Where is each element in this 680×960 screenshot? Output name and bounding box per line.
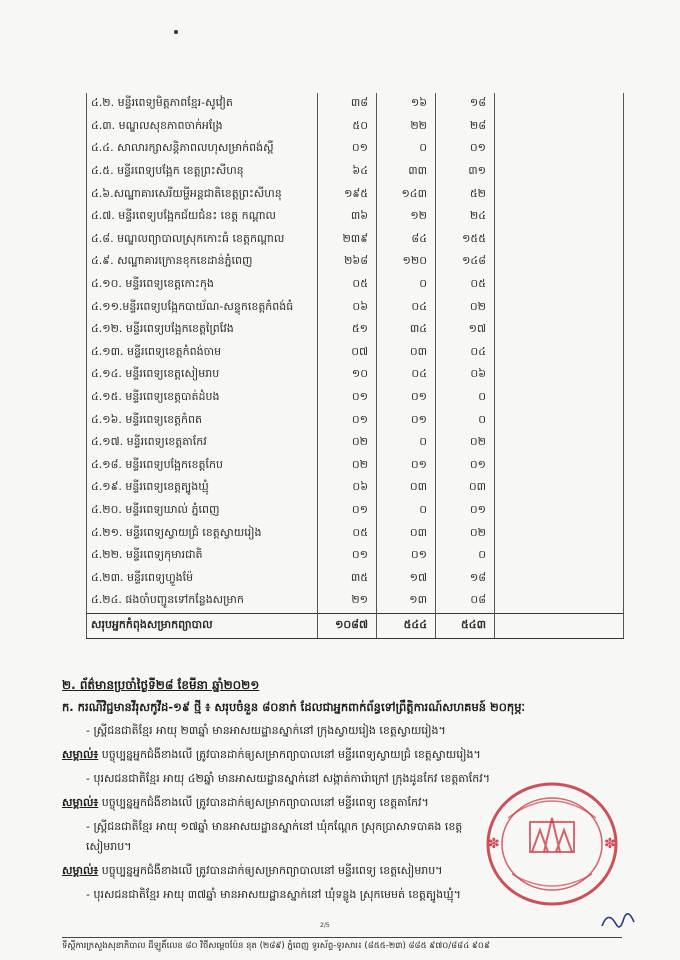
row-value-c: ០៣	[436, 477, 495, 500]
row-value-b: ១២០	[377, 251, 436, 274]
table-row	[87, 138, 624, 161]
row-value-c: ១៥៥	[436, 229, 495, 252]
stray-mark	[174, 30, 178, 34]
row-value-b: ០១	[377, 545, 436, 568]
empty-column	[495, 590, 624, 613]
row-value-a: ០១	[318, 545, 377, 568]
footer-divider	[62, 937, 622, 938]
row-value-a: ០៦	[318, 296, 377, 319]
row-value-b: ០៤	[377, 364, 436, 387]
row-value-c: ០៤	[436, 342, 495, 365]
row-value-b: ១៤៣	[377, 183, 436, 206]
row-value-a: ៣៨	[318, 93, 377, 116]
row-value-b: ៣៤	[377, 319, 436, 342]
row-label: ៤.១៧. មន្ទីរពេទ្យខេត្តតាកែវ	[87, 432, 318, 455]
row-value-a: ៦៤	[318, 161, 377, 184]
row-value-c: ០២	[436, 522, 495, 545]
table-row	[87, 432, 624, 455]
row-value-a: ០៥	[318, 274, 377, 297]
svg-text:✽: ✽	[488, 836, 500, 852]
row-value-c: ០១	[436, 500, 495, 523]
table-row	[87, 387, 624, 410]
svg-text:✽: ✽	[604, 836, 616, 852]
row-label: ៤.១៥. មន្ទីរពេទ្យខេត្តបាត់ដំបង	[87, 387, 318, 410]
table-row	[87, 409, 624, 432]
row-label: ៤.២៣. មន្ទីរពេទ្យហ្លួងម៉ែ	[87, 567, 318, 590]
case-item: - បុរសជនជាតិខ្មែរ អាយុ ៣៧ឆ្នាំ មានអាសយដ្ឋានស្នាក់នៅ ឃុំទន្លូង ស្រុកមេមត់ ខេត្តត្បូងឃ្មុំ។	[86, 888, 461, 901]
row-label: ៤.១០. មន្ទីរពេទ្យខេត្តកោះកុង	[87, 274, 318, 297]
table-row	[87, 161, 624, 184]
row-value-b: ០៤	[377, 296, 436, 319]
row-value-b: ០១	[377, 409, 436, 432]
row-label: ៤.១៤. មន្ទីរពេទ្យខេត្តសៀមរាប	[87, 364, 318, 387]
row-value-c: ៥២	[436, 183, 495, 206]
row-value-a: ០៦	[318, 477, 377, 500]
empty-column	[495, 93, 624, 116]
empty-column	[495, 545, 624, 568]
row-label: សរុបអ្នកកំពុងសម្រាកព្យាបាល	[87, 613, 318, 638]
empty-column	[495, 567, 624, 590]
empty-column	[495, 296, 624, 319]
row-value-b: ០១	[377, 455, 436, 478]
row-value-a: ៣៦	[318, 206, 377, 229]
table-row	[87, 545, 624, 568]
row-label: ៤.១៨. មន្ទីរពេទ្យបង្អែកខេត្តកែប	[87, 455, 318, 478]
row-value-a: ២៦៨	[318, 251, 377, 274]
footer-address: ទីស្តីការក្រសួងសុខាភិបាល ដីឡូតិ៍លេខ ៨០ វិថីសម្តេចប៉ែន នុត (២៨៩) ភ្នំពេញ ទូរស័ព្ទ-ទូរសារ៖ (៨៥៥-២៣) ៨៨៥ ៩៧០/៨៨៤ ៩០៩	[62, 941, 490, 951]
page-number: 2/5	[320, 922, 330, 929]
row-value-b: ០១	[377, 387, 436, 410]
row-label: ៤.២០. មន្ទីរពេទ្យឃាល់ ភ្នំពេញ	[87, 500, 318, 523]
row-value-c: ១៤៨	[436, 251, 495, 274]
empty-column	[495, 455, 624, 478]
table-row	[87, 567, 624, 590]
empty-column	[495, 138, 624, 161]
hospital-cases-table	[86, 93, 624, 639]
row-value-b: ៨៤	[377, 229, 436, 252]
row-value-b: ៥៤៤	[377, 613, 436, 638]
row-value-c: ១៨	[436, 93, 495, 116]
table-row	[87, 183, 624, 206]
row-label: ៤.២៤. ផងចាំបញ្ជូនទៅកន្លែងសម្រាក	[87, 590, 318, 613]
row-value-b: ០	[377, 432, 436, 455]
empty-column	[495, 251, 624, 274]
table-row	[87, 274, 624, 297]
row-value-b: ១២	[377, 206, 436, 229]
section-heading: ២. ព័ត៌មានប្រចាំថ្ងៃទី២៨ ខែមីនា ឆ្នាំ២០២១	[62, 678, 260, 692]
empty-column	[495, 161, 624, 184]
case-note: សម្គាល់៖ បច្ចុប្បន្នអ្នកជំងឺខាងលើ ត្រូវបានដាក់ឲ្យសម្រាកព្យាបាលនៅ មន្ទីរពេទ្យស្វាយជ្រំ ខេត្តស្វាយរៀង។	[62, 748, 481, 761]
table-row	[87, 477, 624, 500]
empty-column	[495, 432, 624, 455]
row-label: ៤.២. មន្ទីរពេទ្យមិត្តភាពខ្មែរ-សូវៀត	[87, 93, 318, 116]
row-label: ៤.៣. មណ្ឌលសុខភាពចាក់អង្រែ	[87, 116, 318, 139]
row-value-c: ១៨	[436, 567, 495, 590]
empty-column	[495, 342, 624, 365]
row-value-b: ០៣	[377, 342, 436, 365]
row-value-b: ០	[377, 500, 436, 523]
row-label: ៤.៥. មន្ទីរពេទ្យបង្អែក ខេត្តព្រះសីហនុ	[87, 161, 318, 184]
row-value-b: ៣៣	[377, 161, 436, 184]
row-value-b: ០៣	[377, 522, 436, 545]
row-value-b: ០	[377, 274, 436, 297]
row-value-c: ០១	[436, 455, 495, 478]
empty-column	[495, 613, 624, 638]
empty-column	[495, 116, 624, 139]
row-label: ៤.៧. មន្ទីរពេទ្យបង្អែកជ័យជំនះ ខេត្ត កណ្តាល	[87, 206, 318, 229]
row-value-c: ៣១	[436, 161, 495, 184]
case-note: សម្គាល់៖ បច្ចុប្បន្នអ្នកជំងឺខាងលើ ត្រូវបានដាក់ឲ្យសម្រាកព្យាបាលនៅ មន្ទីរពេទ្យ ខេត្តសៀមរាប។	[62, 864, 443, 877]
table-row	[87, 116, 624, 139]
row-value-b: ២២	[377, 116, 436, 139]
empty-column	[495, 500, 624, 523]
row-label: ៤.១៩. មន្ទីរពេទ្យខេត្តត្បូងឃ្មុំ	[87, 477, 318, 500]
case-item-continued: សៀមរាប។	[86, 840, 132, 853]
case-item: - ស្ត្រីជនជាតិខ្មែរ អាយុ ២៣ឆ្នាំ មានអាសយដ្ឋានស្នាក់នៅ ក្រុងស្វាយរៀង ខេត្តស្វាយរៀង។	[86, 724, 446, 737]
table-row	[87, 500, 624, 523]
row-value-a: ០១	[318, 409, 377, 432]
case-item: - បុរសជនជាតិខ្មែរ អាយុ ៤២ឆ្នាំ មានអាសយដ្ឋានស្នាក់នៅ សង្កាត់ការ៉ោក្រៅ ក្រុងដូនកែវ ខេត្តតាកែវ។	[86, 772, 490, 785]
row-label: ៤.១២. មន្ទីរពេទ្យបង្អែកខេត្តព្រៃវែង	[87, 319, 318, 342]
table-row	[87, 455, 624, 478]
row-label: ៤.២១. មន្ទីរពេទ្យស្វាយជ្រំ ខេត្តស្វាយរៀង	[87, 522, 318, 545]
row-value-b: ១៧	[377, 567, 436, 590]
row-value-a: ០១	[318, 138, 377, 161]
table-row	[87, 364, 624, 387]
row-value-c: ០	[436, 387, 495, 410]
row-value-b: ០៣	[377, 477, 436, 500]
row-label: ៤.៨. មណ្ឌលព្យាបាលស្រុកកោះធំ ខេត្តកណ្តាល	[87, 229, 318, 252]
empty-column	[495, 364, 624, 387]
row-value-a: ២១	[318, 590, 377, 613]
table-row	[87, 93, 624, 116]
row-value-a: ០២	[318, 432, 377, 455]
row-value-b: ១៦	[377, 93, 436, 116]
table-row	[87, 251, 624, 274]
row-label: ៤.៦.សណ្ឋាគារសេរីយម្ហីអន្តជាតិខេត្តព្រះសីហនុ	[87, 183, 318, 206]
table-row	[87, 319, 624, 342]
row-label: ៤.១១.មន្ទីរពេទ្យបង្អែកបាយ័ណ-សន្ទុកខេត្តកំពង់ធំ	[87, 296, 318, 319]
section-subheading: ក. ករណីវិជ្ជមានវីរុសកូវីដ-១៩ ថ្មី ៖ សរុបចំនួន ៨០នាក់ ដែលជាអ្នកពាក់ព័ន្ធទៅព្រឹត្តិការណ៍សហគមន៍ ២០កុម្ភៈ	[62, 700, 525, 714]
row-value-a: ០២	[318, 455, 377, 478]
table-row	[87, 206, 624, 229]
row-value-c: ០៨	[436, 590, 495, 613]
row-value-a: ០១	[318, 500, 377, 523]
row-value-c: ០៥	[436, 274, 495, 297]
row-value-a: ១០	[318, 364, 377, 387]
row-value-c: ០២	[436, 296, 495, 319]
row-value-b: ០	[377, 138, 436, 161]
table-row	[87, 342, 624, 365]
row-value-c: ២៤	[436, 206, 495, 229]
row-value-c: ០២	[436, 432, 495, 455]
row-value-b: ១៣	[377, 590, 436, 613]
empty-column	[495, 477, 624, 500]
row-value-a: ២៣៩	[318, 229, 377, 252]
empty-column	[495, 319, 624, 342]
table-row	[87, 296, 624, 319]
row-value-a: ៣៥	[318, 567, 377, 590]
row-value-c: ២៨	[436, 116, 495, 139]
row-value-c: ១៧	[436, 319, 495, 342]
official-seal-stamp	[482, 778, 622, 910]
row-value-a: ១៩៥	[318, 183, 377, 206]
row-value-c: ០	[436, 409, 495, 432]
table-row	[87, 590, 624, 613]
table-row	[87, 229, 624, 252]
row-value-a: ០៧	[318, 342, 377, 365]
row-value-a: ០៥	[318, 522, 377, 545]
empty-column	[495, 387, 624, 410]
case-note: សម្គាល់៖ បច្ចុប្បន្នអ្នកជំងឺខាងលើ ត្រូវបានដាក់ឲ្យសម្រាកព្យាបាលនៅ មន្ទីរពេទ្យ ខេត្តតាកែវ។	[62, 796, 429, 809]
empty-column	[495, 274, 624, 297]
table-total-row	[87, 613, 624, 638]
empty-column	[495, 522, 624, 545]
row-label: ៤.៤. សាលារក្សាសន្តិភាពលហុសម្រាក់ពង់ស្ពឺ	[87, 138, 318, 161]
row-value-c: ៥៤៣	[436, 613, 495, 638]
empty-column	[495, 206, 624, 229]
empty-column	[495, 183, 624, 206]
empty-column	[495, 229, 624, 252]
row-value-a: ៥១	[318, 319, 377, 342]
empty-column	[495, 409, 624, 432]
row-label: ៤.១៦. មន្ទីរពេទ្យខេត្តកំពត	[87, 409, 318, 432]
row-value-c: ០	[436, 545, 495, 568]
row-label: ៤.១៣. មន្ទីរពេទ្យខេត្តកំពង់ចាម	[87, 342, 318, 365]
case-item: - ស្ត្រីជនជាតិខ្មែរ អាយុ ១៧ឆ្នាំ មានអាសយដ្ឋានស្នាក់នៅ ឃុំកណ្តែក ស្រុកប្រាសាទបាគង ខេត្ត	[86, 820, 463, 833]
table-row	[87, 522, 624, 545]
row-value-c: ០១	[436, 138, 495, 161]
signature	[598, 906, 638, 936]
row-label: ៤.៩. សណ្ឋាគារក្រោនខុកខេដាន់ភ្នំពេញ	[87, 251, 318, 274]
row-value-a: ១០៨៧	[318, 613, 377, 638]
row-value-c: ០៦	[436, 364, 495, 387]
row-value-a: ៥០	[318, 116, 377, 139]
row-value-a: ០១	[318, 387, 377, 410]
row-label: ៤.២២. មន្ទីរពេទ្យកុមារជាតិ	[87, 545, 318, 568]
